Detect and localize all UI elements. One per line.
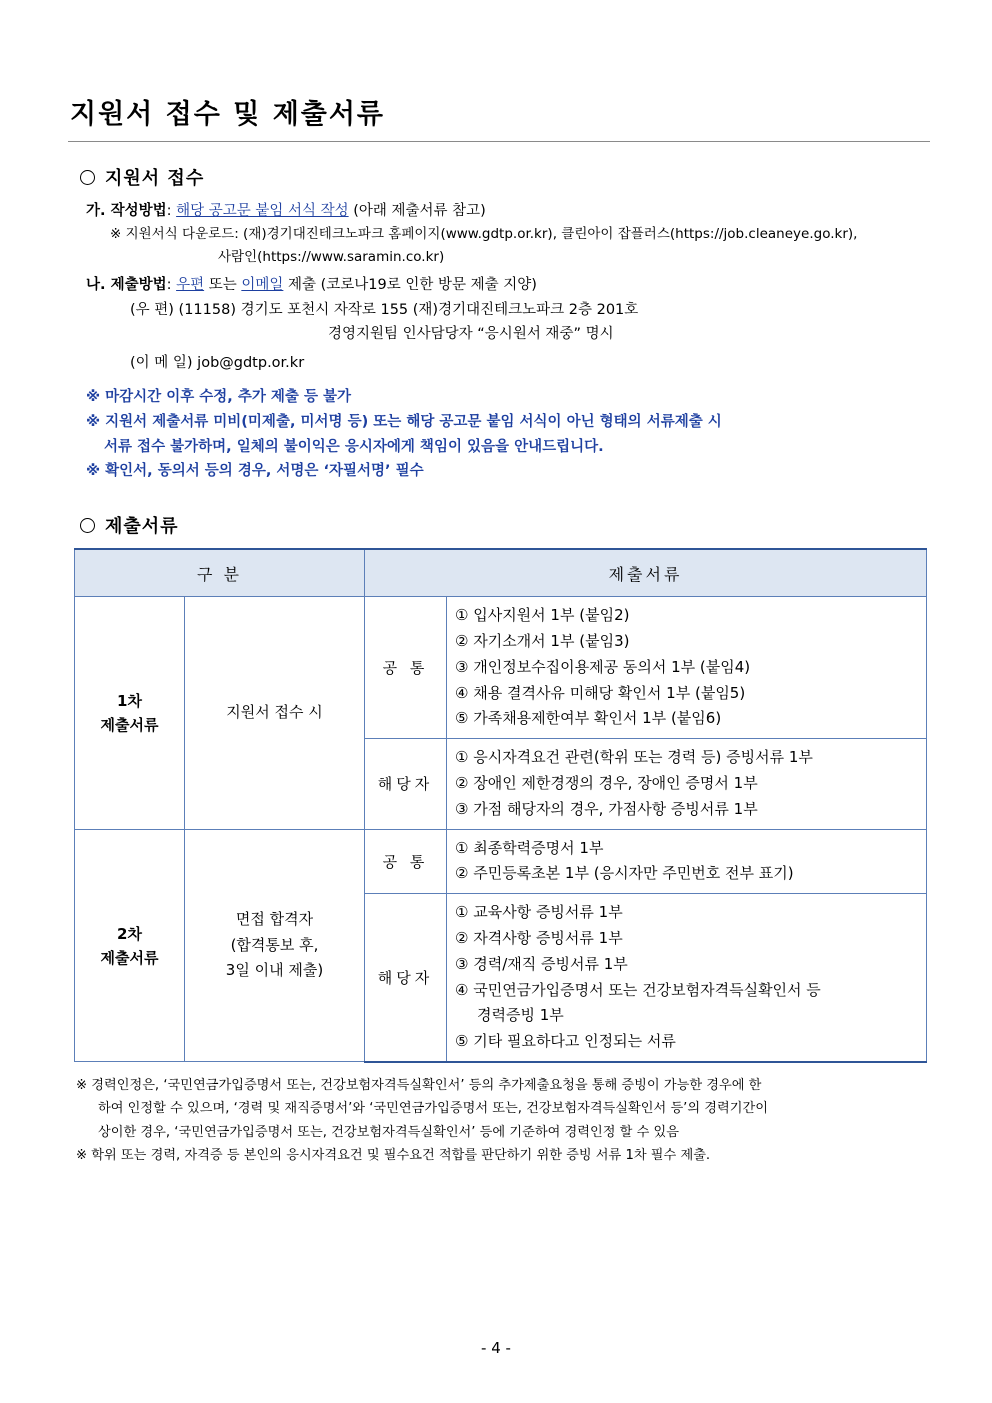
- item-b-underline-email: 이메일: [241, 277, 284, 294]
- page-title: 지원서 접수 및 제출서류: [70, 99, 386, 130]
- cell-items-applicable-2: [447, 894, 927, 1062]
- cell-items-common-1: [447, 597, 927, 739]
- notice-2: ※ 지원서 제출서류 미비(미제출, 미서명 등) 또는 해당 공고문 붙임 서식이 아닌 형태의 서류제출 시: [86, 413, 722, 430]
- list-item-continuation: 경력증빙 1부: [477, 1006, 564, 1025]
- footnote-1-cont-1: 하여 인정할 수 있으며, ‘경력 및 재직증명서’와 ‘국민연금가입증명서 또는, 건강보험자격득실확인서 등’의 경력기간이: [98, 1101, 768, 1117]
- item-b-underline-post: 우편: [176, 277, 205, 294]
- item-b: [86, 274, 930, 296]
- cell-timing-2: 면접 합격자 (합격통보 후, 3일 이내 제출): [185, 829, 365, 1062]
- item-b-mid: 또는: [208, 277, 237, 294]
- section-heading-documents-label: 제출서류: [105, 516, 179, 538]
- list-item: ③ 개인정보수집이용제공 동의서 1부 (붙임4): [455, 657, 751, 676]
- item-b-email-label: (이 메 일): [130, 354, 193, 371]
- item-a: [86, 200, 930, 222]
- table-row: [75, 829, 927, 894]
- cell-kind-applicable-1: 해당자: [365, 739, 447, 829]
- list-item: ① 교육사항 증빙서류 1부: [455, 903, 623, 922]
- table-row: [75, 597, 927, 739]
- notice-2-cont: 서류 접수 불가하며, 일체의 불이익은 응시자에게 책임이 있음을 안내드립니다.: [104, 438, 604, 455]
- list-item: ① 응시자격요건 관련(학위 또는 경력 등) 증빙서류 1부: [455, 748, 813, 767]
- list-item: ③ 경력/재직 증빙서류 1부: [455, 954, 628, 973]
- footnote-1: ※ 경력인정은, ‘국민연금가입증명서 또는, 건강보험자격득실확인서’ 등의 추가제출요청을 통해 증빙이 가능한 경우에 한: [76, 1077, 762, 1093]
- list-item: ② 장애인 제한경쟁의 경우, 장애인 증명서 1부: [455, 773, 758, 792]
- list-item: ③ 가점 해당자의 경우, 가점사항 증빙서류 1부: [455, 799, 758, 818]
- section-heading-documents: [80, 512, 930, 538]
- list-item: ② 주민등록초본 1부 (응시자만 주민번호 전부 표기): [455, 864, 794, 883]
- item-b-post-address: (11158) 경기도 포천시 자작로 155 (재)경기대진테크노파크 2층 201호: [178, 301, 639, 318]
- list-item: ② 자기소개서 1부 (붙임3): [455, 631, 630, 650]
- item-a-sub1: ※ 지원서식 다운로드: (재)경기대진테크노파크 홈페이지(www.gdtp.or.kr), 클린아이 잡플러스(https://job.cleaneye.go.kr),: [110, 226, 858, 243]
- list-item: ⑤ 기타 필요하다고 인정되는 서류: [455, 1032, 676, 1051]
- item-b-label: 나. 제출방법: [86, 277, 167, 294]
- list-item: ④ 채용 결격사유 미해당 확인서 1부 (붙임5): [455, 683, 746, 702]
- item-a-colon: :: [166, 203, 172, 219]
- list-item: ⑤ 가족채용제한여부 확인서 1부 (붙임6): [455, 709, 722, 728]
- list-item: ④ 국민연금가입증명서 또는 건강보험자격득실확인서 등: [455, 980, 821, 999]
- cell-kind-applicable-2: 해당자: [365, 894, 447, 1062]
- circle-bullet-icon: [80, 518, 95, 533]
- list-item: ① 입사지원서 1부 (붙임2): [455, 606, 630, 625]
- cell-stage-1: 1차 제출서류: [75, 597, 185, 829]
- cell-kind-common-2: 공 통: [365, 829, 447, 894]
- cell-items-applicable-1: [447, 739, 927, 829]
- table-header-documents: 제출서류: [365, 549, 927, 597]
- item-b-post-address-2: 경영지원팀 인사담당자 “응시원서 재중” 명시: [328, 326, 614, 343]
- item-a-underline: 해당 공고문 붙임 서식 작성: [176, 203, 349, 219]
- item-b-colon: :: [166, 277, 172, 294]
- item-b-post-label: (우 편): [130, 301, 174, 318]
- cell-timing-1: 지원서 접수 시: [185, 597, 365, 829]
- item-b-post: [130, 299, 930, 321]
- page-number: - 4 -: [481, 1339, 511, 1357]
- table-header-division: 구 분: [75, 549, 365, 597]
- section-heading-receipt-label: 지원서 접수: [105, 168, 205, 189]
- section-heading-receipt: [80, 164, 930, 190]
- notice-3: ※ 확인서, 동의서 등의 경우, 서명은 ‘자필서명’ 필수: [86, 463, 424, 480]
- documents-table: [74, 548, 927, 1063]
- item-a-sub2: 사람인(https://www.saramin.co.kr): [218, 249, 445, 266]
- item-b-email-address: job@gdtp.or.kr: [197, 354, 305, 371]
- cell-kind-common-1: 공 통: [365, 597, 447, 739]
- item-b-tail: 제출 (코로나19로 인한 방문 제출 지양): [287, 277, 537, 294]
- item-a-label: 가. 작성방법: [86, 203, 167, 219]
- footnotes: [76, 1075, 930, 1167]
- list-item: ① 최종학력증명서 1부: [455, 838, 604, 857]
- footnote-1-cont-2: 상이한 경우, ‘국민연금가입증명서 또는, 건강보험자격득실확인서’ 등에 기준하여 경력인정 할 수 있음: [98, 1124, 679, 1140]
- notice-1: ※ 마감시간 이후 수정, 추가 제출 등 불가: [86, 389, 352, 406]
- list-item: ② 자격사항 증빙서류 1부: [455, 928, 623, 947]
- item-a-tail: (아래 제출서류 참고): [353, 203, 486, 219]
- circle-bullet-icon: [80, 170, 95, 185]
- cell-items-common-2: [447, 829, 927, 894]
- title-divider: [68, 141, 930, 142]
- table-header-row: [75, 549, 927, 597]
- cell-stage-2: 2차 제출서류: [75, 829, 185, 1062]
- footnote-2: ※ 학위 또는 경력, 자격증 등 본인의 응시자격요건 및 필수요건 적합를 판단하기 위한 증빙 서류 1차 필수 제출.: [76, 1148, 711, 1164]
- item-b-email: [130, 352, 930, 374]
